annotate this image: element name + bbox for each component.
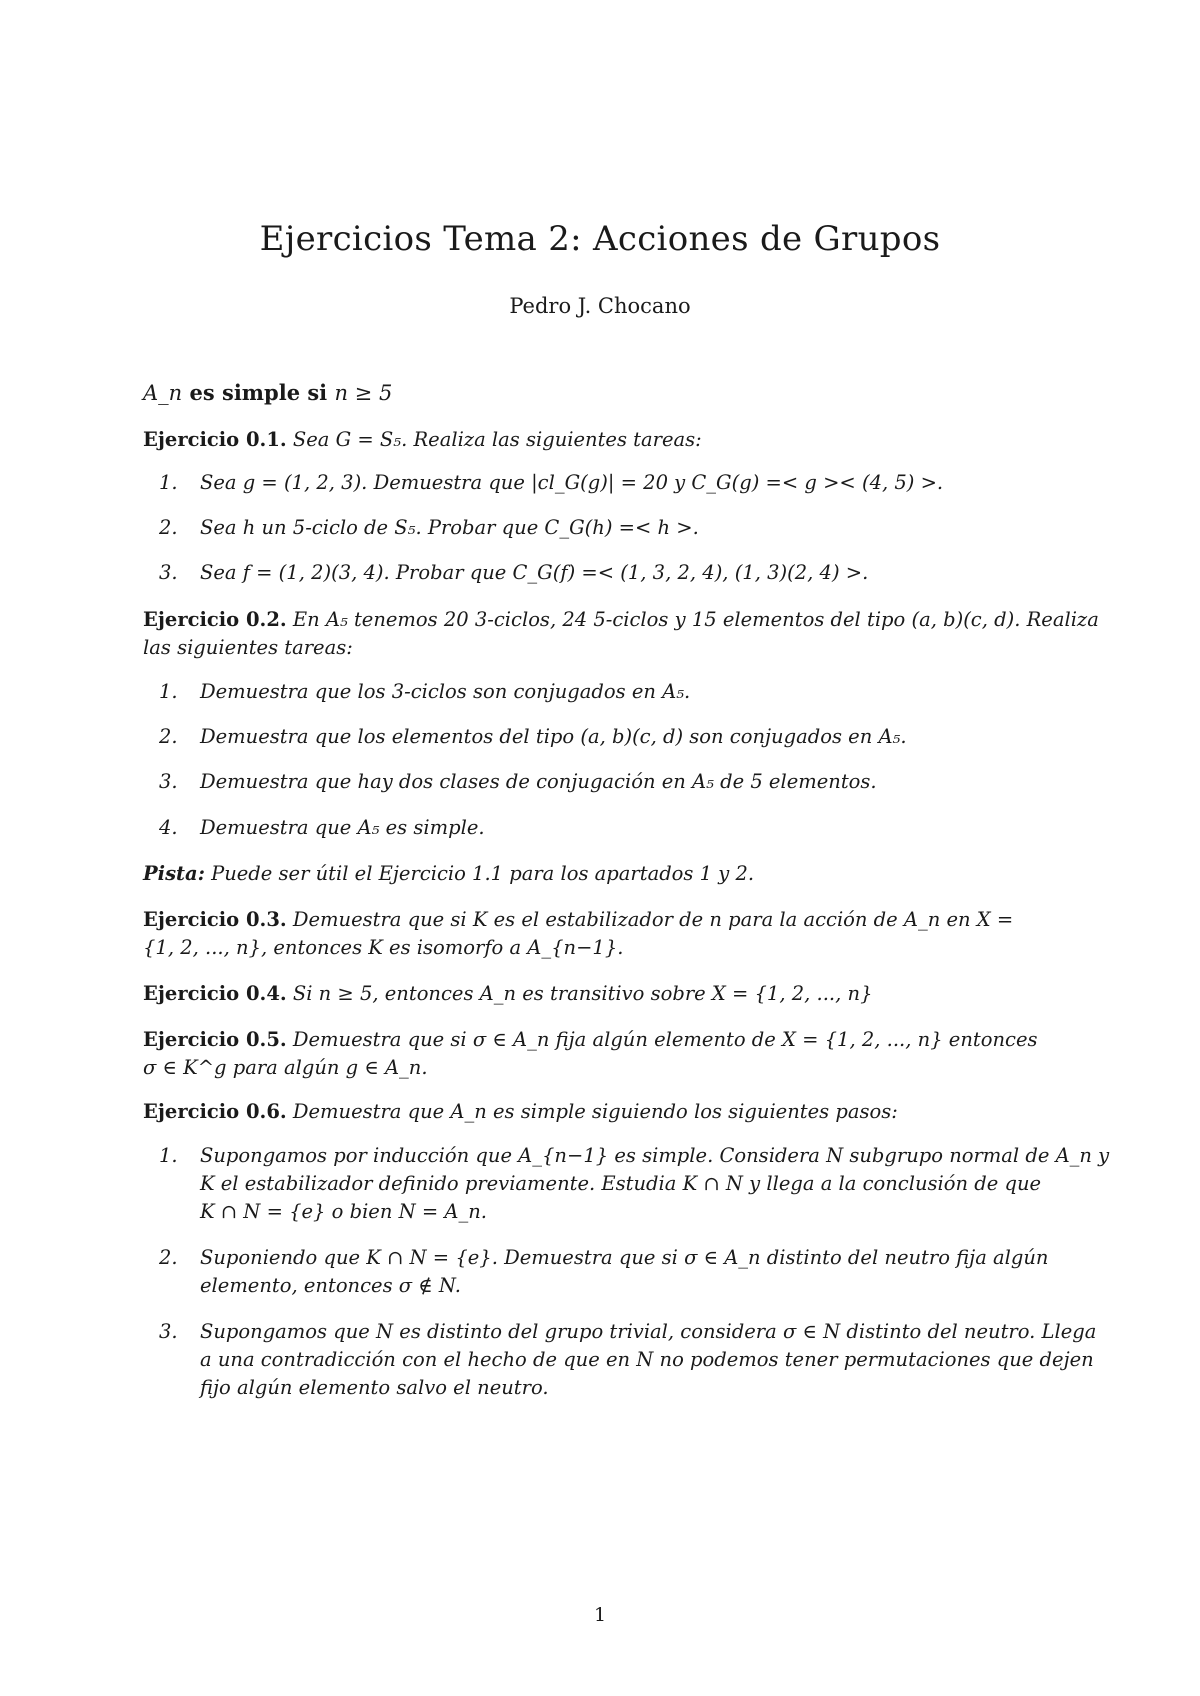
exercise-label: Ejercicio 0.6.: [143, 1100, 287, 1123]
document-title: Ejercicios Tema 2: Acciones de Grupos: [259, 219, 941, 259]
exercise-0-3-cont: {1, 2, ..., n}, entonces K es isomorfo a A_{n−1}.: [143, 936, 624, 959]
exercise-0-5: [143, 1028, 1038, 1051]
exercise-label: Ejercicio 0.4.: [143, 982, 287, 1005]
exercise-label: Ejercicio 0.3.: [143, 908, 287, 931]
hint-text: Puede ser útil el Ejercicio 1.1 para los apartados 1 y 2.: [204, 862, 755, 885]
exercise-text: Demuestra que A_n es simple siguiendo los siguientes pasos:: [286, 1100, 898, 1123]
section-text: es simple si: [182, 380, 335, 405]
exercise-0-5-cont: σ ∈ K^g para algún g ∈ A_n.: [143, 1056, 428, 1079]
exercise-text: Demuestra que si K es el estabilizador de n para la acción de A_n en X =: [286, 908, 1014, 931]
exercise-label: Ejercicio 0.1.: [143, 428, 287, 451]
exercise-text: Sea G = S₅. Realiza las siguientes tareas:: [286, 428, 702, 451]
exercise-0-1: [143, 428, 702, 451]
document-page: Ejercicios Tema 2: Acciones de Grupos Pedro J. Chocano A_n es simple si n ≥ 5 Ejercicio 0.1. Sea G = S₅. Realiza las siguientes tareas: 1. Sea g = (1, 2, 3). Demuestra que |cl_G(g)| = 20 y C_G(g) =< g >< (4, 5) >. 2. Sea h un 5-ciclo de S₅. Probar que C_G(h) =< h >. 3. Sea f = (1, 2)(3, 4). Probar que C_G(f) =< (1, 3, 2, 4), (1, 3)(2, 4) >. Ejercicio 0.2. En A₅ tenemos 20 3-ciclos, 24 5-ciclos y 15 elementos del tipo (a, b)(c, d). Realiza las siguientes tareas: 1. Demuestra que los 3-ciclos son conjugados en A₅. 2. Demuestra que los elementos del tipo (a, b)(c, d) son conjugados en A₅. 3. Demuestra que hay dos clases de conjugación en A₅ de 5 elementos. 4. Demuestra que A₅ es simple. Pista: Puede ser útil el Ejercicio 1.1 para los apartados 1 y 2. Ejercicio 0.3. Demuestra que si K es el estabilizador de n para la acción de A_n en X = {1, 2, ..., n}, entonces K es isomorfo a A_{n−1}. Ejercicio 0.4. Si n ≥ 5, entonces A_n es transitivo sobre X = {1, 2, ..., n} Ejercicio 0.5. Demuestra que si σ ∈ A_n fija algún elemento de X = {1, 2, ..., n} entonces σ ∈ K^g para algún g ∈ A_n. Ejercicio 0.6. Demuestra que A_n es simple siguiendo los siguientes pasos: 1. Supongamos por inducción que A_{n−1} es simple. Considera N subgrupo normal de A_n y K el estabilizador definido previamente. Estudia K ∩ N y llega a la conclusión de que K ∩ N = {e} o bien N = A_n. 2. Suponiendo que K ∩ N = {e}. Demuestra que si σ ∈ A_n distinto del neutro fija algún elemento, entonces σ ∉ N. 3. Supongamos que N es distinto del grupo trivial, considera σ ∈ N distinto del neutro. Llega a una contradicción con el hecho de que en N no podemos tener permutaciones que dejen fijo algún elemento salvo el neutro. 1: [0, 0, 1200, 1696]
exercise-label: Ejercicio 0.2.: [143, 608, 287, 631]
exercise-0-3: [143, 908, 1013, 931]
exercise-text: Si n ≥ 5, entonces A_n es transitivo sobre X = {1, 2, ..., n}: [286, 982, 873, 1005]
exercise-0-4: [143, 982, 873, 1005]
exercise-0-6: [143, 1100, 898, 1123]
page-number: 1: [593, 1604, 607, 1626]
exercise-0-2-cont: las siguientes tareas:: [143, 636, 353, 659]
hint: [143, 862, 754, 885]
hint-label: Pista:: [143, 862, 205, 885]
section-math-n: n ≥ 5: [334, 381, 393, 405]
section-heading: [143, 380, 392, 405]
exercise-text: En A₅ tenemos 20 3-ciclos, 24 5-ciclos y 15 elementos del tipo (a, b)(c, d). Realiza: [286, 608, 1099, 631]
exercise-0-2: [143, 608, 1099, 631]
section-math-an: A_n: [143, 381, 183, 405]
author-name: Pedro J. Chocano: [509, 294, 691, 318]
exercise-text: Demuestra que si σ ∈ A_n fija algún elemento de X = {1, 2, ..., n} entonces: [286, 1028, 1038, 1051]
exercise-label: Ejercicio 0.5.: [143, 1028, 287, 1051]
